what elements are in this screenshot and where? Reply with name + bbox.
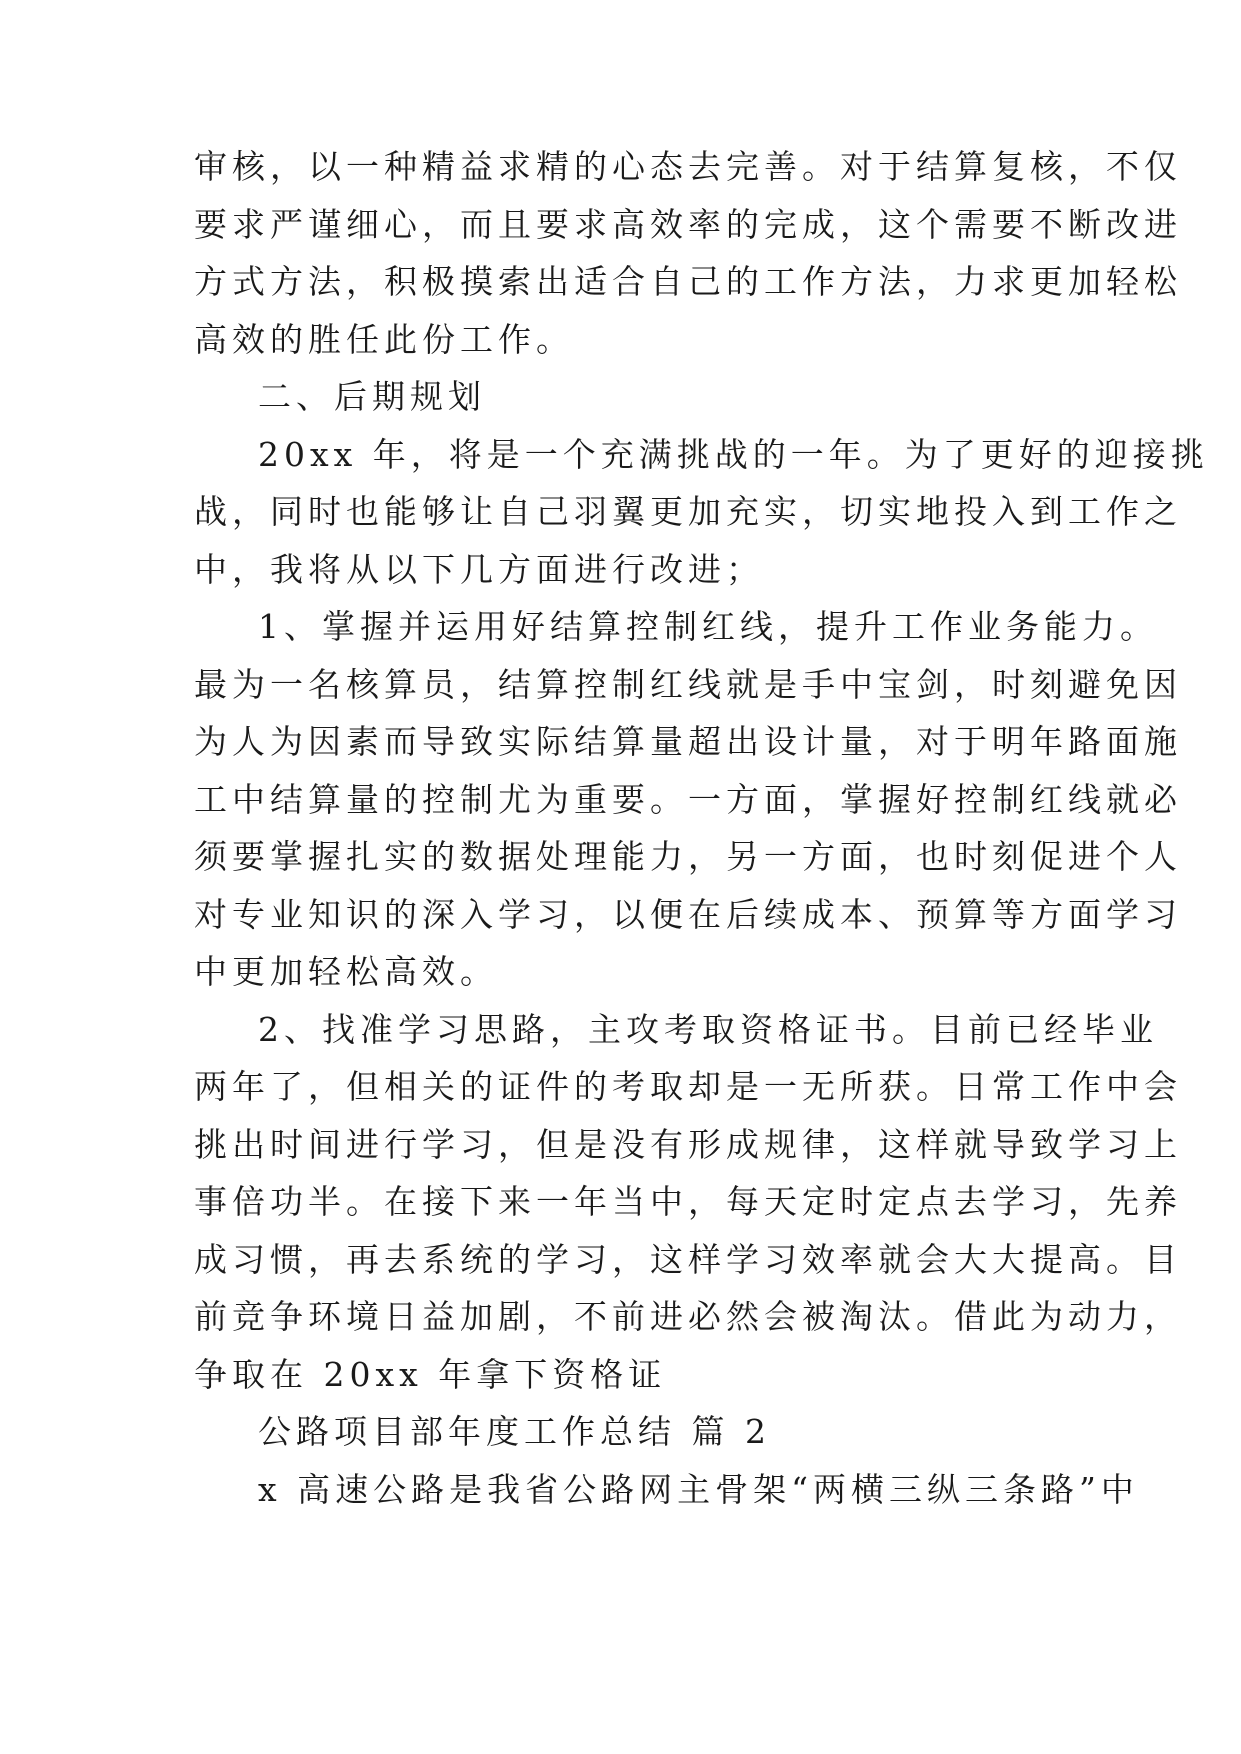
text-line: 事倍功半。在接下来一年当中，每天定时定点去学习，先养 <box>194 1182 1182 1221</box>
text-line: 最为一名核算员，结算控制红线就是手中宝剑，时刻避免因 <box>194 665 1182 704</box>
text-line: 1、掌握并运用好结算控制红线，提升工作业务能力。 <box>258 607 1158 646</box>
text-line: x 高速公路是我省公路网主骨架“两横三纵三条路”中 <box>258 1470 1139 1509</box>
text-line: 2、找准学习思路，主攻考取资格证书。目前已经毕业 <box>258 1010 1158 1049</box>
section-heading: 公路项目部年度工作总结 篇 2 <box>258 1412 771 1451</box>
text-line: 前竞争环境日益加剧，不前进必然会被淘汰。借此为动力， <box>194 1297 1182 1336</box>
text-line: 对专业知识的深入学习，以便在后续成本、预算等方面学习 <box>194 895 1182 934</box>
text-line: 工中结算量的控制尤为重要。一方面，掌握好控制红线就必 <box>194 780 1182 819</box>
text-line: 战，同时也能够让自己羽翼更加充实，切实地投入到工作之 <box>194 492 1182 531</box>
text-line: 为人为因素而导致实际结算量超出设计量，对于明年路面施 <box>194 722 1182 761</box>
text-line: 20xx 年，将是一个充满挑战的一年。为了更好的迎接挑 <box>258 435 1209 474</box>
text-line: 成习惯，再去系统的学习，这样学习效率就会大大提高。目 <box>194 1240 1182 1279</box>
section-heading: 二、后期规划 <box>258 377 486 416</box>
text-line: 挑出时间进行学习，但是没有形成规律，这样就导致学习上 <box>194 1125 1182 1164</box>
text-line: 争取在 20xx 年拿下资格证 <box>194 1355 667 1394</box>
text-line: 两年了，但相关的证件的考取却是一无所获。日常工作中会 <box>194 1067 1182 1106</box>
text-line: 中更加轻松高效。 <box>194 952 498 991</box>
text-line: 须要掌握扎实的数据处理能力，另一方面，也时刻促进个人 <box>194 837 1182 876</box>
text-line: 中，我将从以下几方面进行改进； <box>194 550 764 589</box>
text-line: 要求严谨细心，而且要求高效率的完成，这个需要不断改进 <box>194 205 1182 244</box>
text-line: 方式方法，积极摸索出适合自己的工作方法，力求更加轻松 <box>194 262 1182 301</box>
text-line: 审核，以一种精益求精的心态去完善。对于结算复核，不仅 <box>194 147 1182 186</box>
text-line: 高效的胜任此份工作。 <box>194 320 574 359</box>
